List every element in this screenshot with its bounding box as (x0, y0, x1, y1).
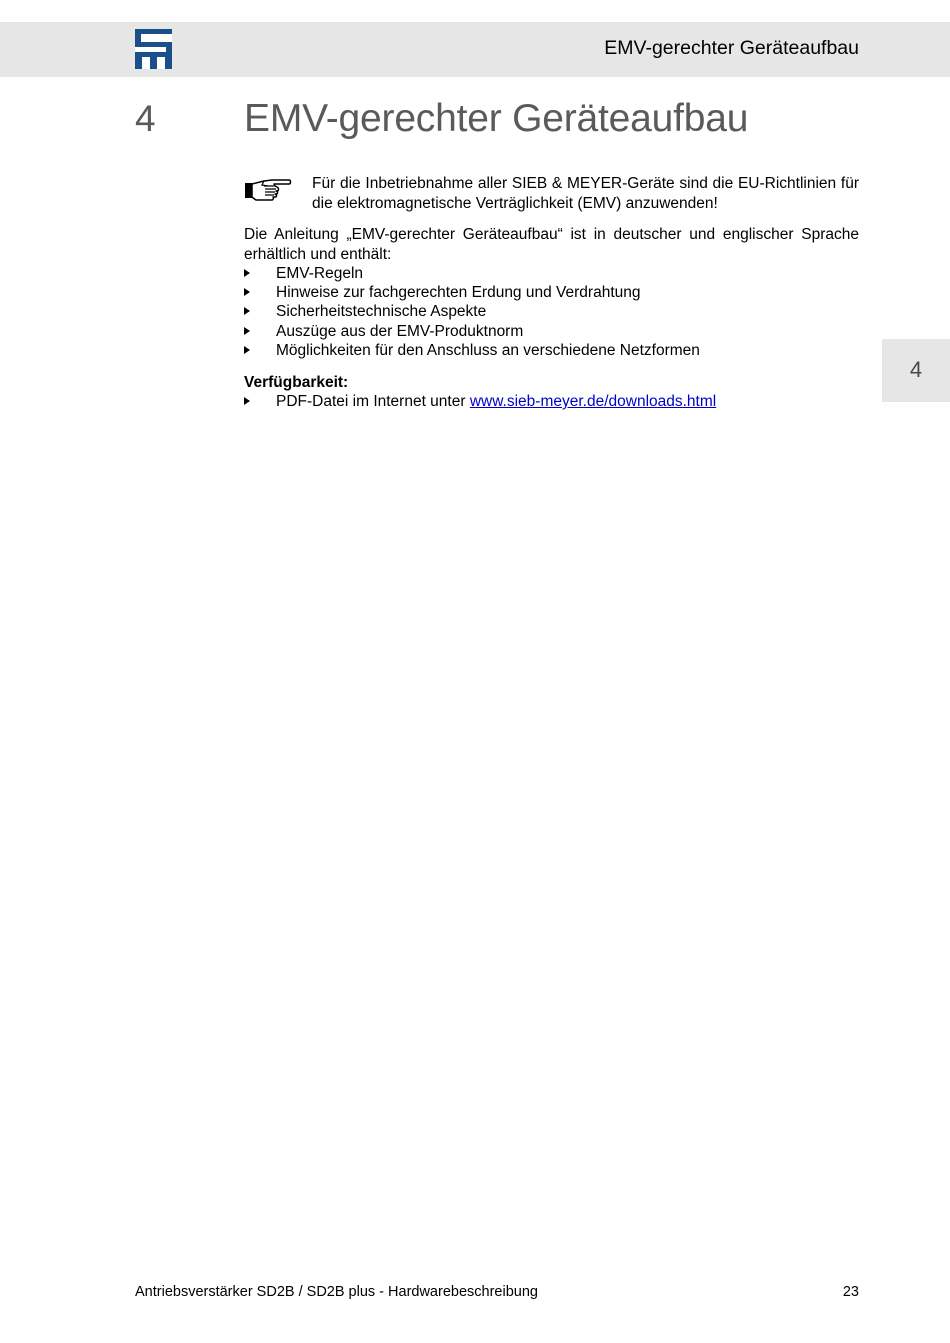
downloads-link[interactable]: www.sieb-meyer.de/downloads.html (469, 393, 717, 410)
note-text: Für die Inbetriebnahme aller SIEB & MEYER-Geräte sind die EU-Richtlinien für die elektromagnetische Verträglichkeit (EMV) anzuwenden! (312, 175, 859, 212)
list-item-text: Möglichkeiten für den Anschluss an verschiedene Netzformen (276, 341, 700, 359)
chapter-side-tab (882, 339, 950, 402)
bullet-icon (244, 346, 250, 354)
chapter-title: EMV-gerechter Geräteaufbau (244, 97, 749, 140)
page-number: 23 (842, 1284, 859, 1300)
list-item (244, 392, 859, 412)
availability-text: PDF-Datei im Internet unter (276, 393, 470, 410)
pointing-hand-icon (244, 175, 292, 203)
availability-list (244, 392, 859, 412)
list-item-text: Sicherheitstechnische Aspekte (276, 303, 487, 321)
sieb-meyer-logo-icon (135, 29, 172, 69)
bullet-icon (244, 327, 250, 335)
footer-title: Antriebsverstärker SD2B / SD2B plus - Hardwarebeschreibung (135, 1284, 538, 1300)
bullet-icon (244, 307, 250, 315)
header-title: EMV-gerechter Geräteaufbau (604, 37, 859, 59)
list-item (244, 264, 859, 283)
list-item (244, 322, 859, 341)
list-item (244, 283, 859, 302)
list-item-text: EMV-Regeln (276, 265, 364, 282)
chapter-number: 4 (135, 98, 156, 139)
bullet-icon (244, 288, 250, 296)
intro-paragraph: Die Anleitung „EMV-gerechter Geräteaufbau“ ist in deutscher und englischer Sprache erhältlich und enthält: (244, 226, 859, 263)
bullet-icon (244, 269, 250, 277)
list-item (244, 302, 859, 321)
bullet-icon (244, 397, 250, 405)
availability-heading: Verfügbarkeit: (244, 374, 349, 391)
list-item (244, 341, 859, 360)
list-item-text: Hinweise zur fachgerechten Erdung und Verdrahtung (276, 284, 641, 302)
list-item-text: Auszüge aus der EMV-Produktnorm (276, 322, 524, 340)
contents-list (244, 264, 859, 360)
side-tab-number: 4 (909, 357, 923, 382)
